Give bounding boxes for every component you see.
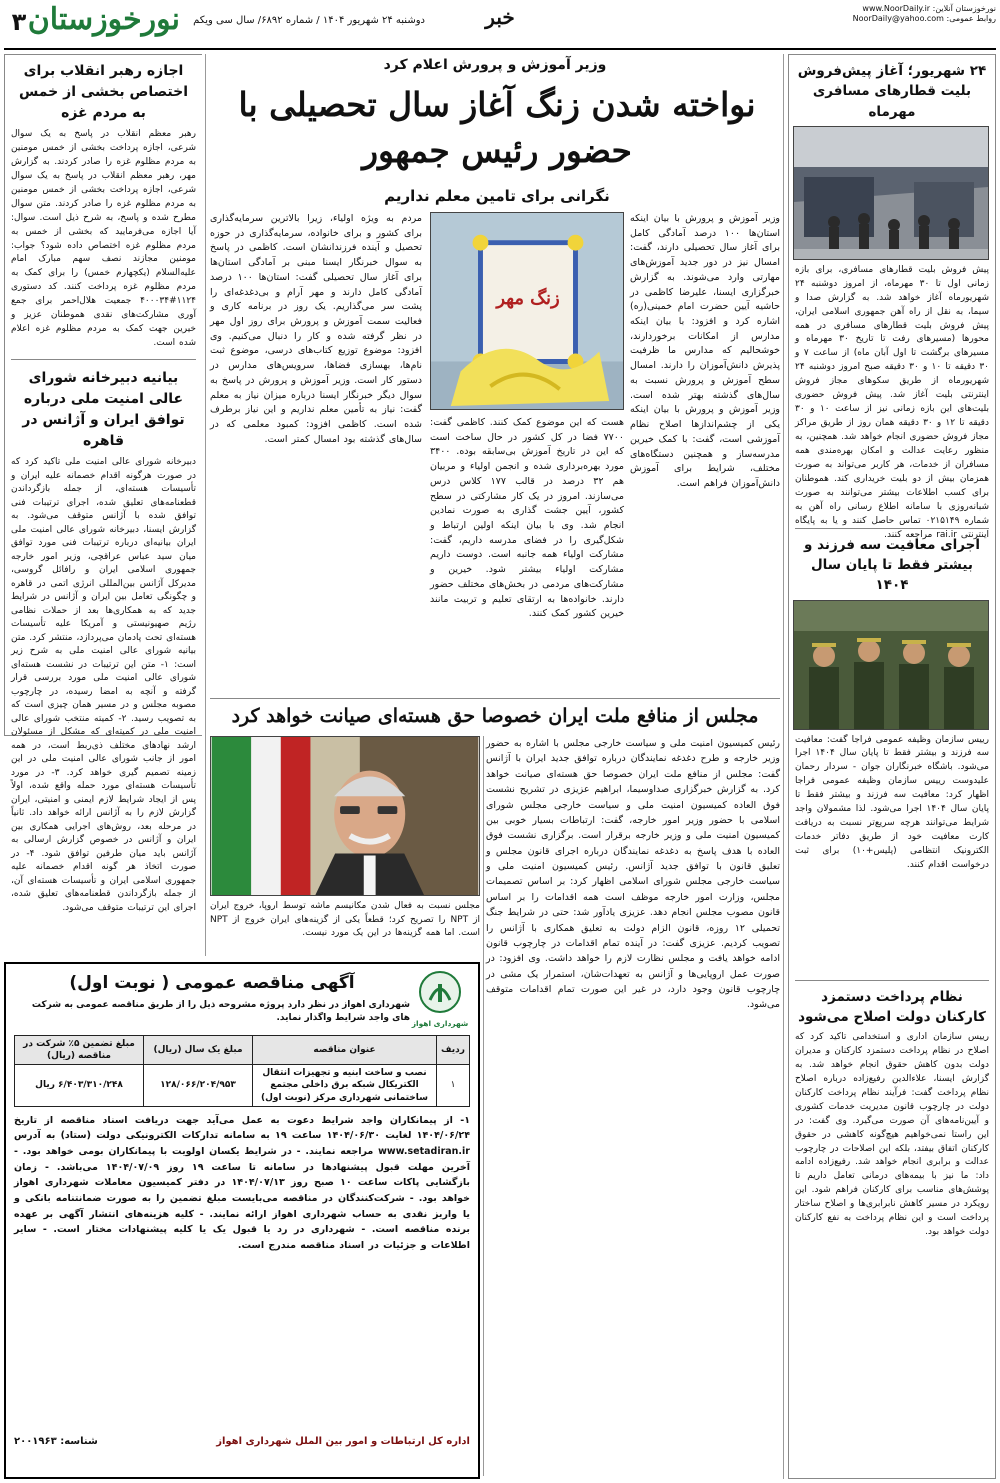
section-label: خبر (485, 5, 515, 29)
lead-kicker: وزیر آموزش و پرورش اعلام کرد (383, 57, 607, 73)
tender-footer-id: شناسه: ۲۰۰۱۹۶۳ (14, 1435, 98, 1447)
separator-majlis (483, 736, 484, 1476)
separator-left (205, 54, 206, 956)
lead-column-2: هست که این موضوع کمک کنند. کاظمی گفت: ۷۷۰۰ فضا در کل کشور در حال ساخت است که این در تاریخ آموزش بی‌سابقه بوده. ۳۴۰۰ مورد بهره‌برداری شده و انجمن اولیاء و مربیان هم ۳۲ درصد در قالب ۱۷۷ کلاس درس می‌سازند. امروز در یک کار مشارکتی در سطح کشور، آیین جشت گذاری به صورت نمادین انجام شد. وی با بیان اینکه اولین ارتباط و شکل‌گیری را در فضای مدرسه داریم، گفت: مشارکت اولیاء همه جانبه است. دوست داریم مشارکت اولیاء بیشتر شود. خیرین و مشارکت‌های مردمی در بخش‌های مختلف حضور دارند. خانواده‌ها به ارتقای تعلیم و تربیت مانند خیرین کشور کمک کنند. (430, 417, 624, 620)
right-article-2-body: رییس سازمان وظیفه عمومی فراجا گفت: معافیت سه فرزند و بیشتر فقط تا پایان سال ۱۴۰۴ اجرا می‌شود. باشگاه خبرنگاران جوان - سردار رحمان علیدوست رییس سازمان وظیفه عمومی فراجا اظهار کرد: معافیت سه فرزند و بیشتر فقط تا پایان سال ۱۴۰۴ اجرا می‌شود. لذا مشمولان واجد شرایط می‌توانند هرچه سریع‌تر نسبت به دریافت کارت معافیت خود از طریق دفاتر خدمات الکترونیک انتظامی (پلیس+۱۰) برای ثبت درخواست اقدام کنند. (795, 734, 990, 870)
cell-annual-amount: ۱۲۸/۰۶۶/۲۰۴/۹۵۳ (144, 1065, 253, 1106)
majlis-photo-caption: مجلس نسبت به فعال شدن مکانیسم ماشه توسط اروپا، خروج ایران از NPT را تصریح کرد؛ قطعاً یکی از گزینه‌های ایران خروج از NPT است. اما همه گزینه‌ها در این یک مورد نیست. (210, 901, 480, 938)
tender-conditions: ۱- از پیمانکاران واجد شرایط دعوت به عمل می‌آید جهت دریافت اسناد مناقصه از تاریخ ۱۴۰۴/۰۶/۲۴ لغایت ۱۴۰۴/۰۶/۳۰ ساعت ۱۹ به سامانه تدارکات الکترونیکی دولت (ستاد) به آدرس www.setadiran.ir مراجعه نمایند. - در شرایط یکسان اولویت با پیمانکاران بومی خواهد بود. - آخرین مهلت قبول پیشنهادها در سامانه تا ساعت ۱۹ روز ۱۴۰۴/۰۷/۰۹ می‌باشد. - زمان بازگشایی پاکات ساعت ۱۰ صبح روز ۱۴۰۴/۰۷/۱۳ در دفتر کمیسیون معاملات شهرداری اهواز خواهد بود. - شرکت‌کنندگان در مناقصه می‌بایست مبلغ تضمین را به صورت ضمانتنامه بانکی و یا واریز نقدی به حساب شهرداری اهواز ارائه نمایند. - کلیه هزینه‌های انتشار آگهی بر عهده برنده مناقصه است. - شهرداری در رد یا قبول یک یا کلیه پیشنهادات مختار است. - سایر اطلاعات و جزئیات در اسناد مناقصه مندرج است. (14, 1114, 470, 1252)
lead-bottom-rule (210, 698, 780, 699)
left-article-2-title: بیانیه دبیرخانه شورای عالی امنیت ملی درباره توافق ایران و آژانس در قاهره (22, 370, 185, 449)
masthead (0, 0, 1000, 50)
majlis-headline: مجلس از منافع ملت ایران خصوصا حق هسته‌ای صیانت خواهد کرد (231, 705, 759, 727)
cell-guarantee-amount: ۶/۴۰۳/۳۱۰/۲۴۸ ریال (15, 1065, 144, 1106)
tender-table (14, 1035, 470, 1107)
site-info (828, 4, 996, 25)
page-number: ۳ (11, 8, 27, 36)
th-annual-amount: مبلغ یک سال (ریال) (144, 1035, 253, 1064)
site-line-2: روابط عمومی: NoorDaily@yahoo.com (852, 14, 996, 24)
paper-logo: نورخوزستان (27, 2, 180, 37)
logo-caption: شهرداری اهواز (411, 1018, 469, 1028)
right-article-1-title: ۲۴ شهریور؛ آغاز پیش‌فروش بلیت قطارهای مسافری مهرماه (797, 63, 987, 120)
th-guarantee-amount: مبلغ تضمین ۵٪ شرکت در مناقصه (ریال) (15, 1035, 144, 1064)
cell-tender-title: نصب و ساخت ابنیه و تجهیزات انتقال الکتریکال شبکه برق داخلی مجتمع ساختمانی شهرداری مرکز (نوبت اول) (253, 1065, 437, 1106)
right-article-1-body: پیش فروش بلیت قطارهای مسافری، برای بازه زمانی اول تا ۳۰ مهرماه، از امروز دوشنبه ۲۴ شهریورماه آغاز خواهد شد. به گزارش صدا و سیما، به نقل از راه آهن جمهوری اسلامی ایران، پیش فروش بلیت قطارهای مسافری در همه محورها (مسیرهای رفت تا تاریخ ۳۰ مهرماه و مسیرهای برگشت تا اول آبان ماه) از ساعت ۷ و ۳۰ دقیقه تا ۱۰ و ۳۰ دقیقه صبح امروز دوشنبه ۲۴ شهریورماه از طریق سکوهای مجاز فروش اینترنتی بلیت آغاز شد. پیش فروش حضوری بلیت‌های این بازه زمانی نیز از ساعت ۱۰ و ۳۰ دقیقه تا ۱۲ و ۳۰ دقیقه همان روز از طریق مراکز مجاز فروش حضوری انجام خواهد شد. همچنین، به منظور رعایت عدالت و امکان بهره‌مندی همه مسافران از خدمات، هر کاربر می‌تواند به صورت همزمان بیش از دو بلیت خریداری کند. هموطنان برای کسب اطلاعات بیشتر می‌توانند به صورت شبانه‌روزی با سامانه اطلاع رسانی راه آهن به شماره ۰۲۱۵۱۴۹ تماس حاصل کنند و یا به پایگاه اینترنتی rai.ir مراجعه کنند. (795, 264, 990, 540)
lead-column-3: مردم به ویژه اولیاء، زیرا بالاترین سرمایه‌گذاری برای کشور و برای خانواده، سرمایه‌گذاری در حوزه تحصیل و آینده فرزندانشان است. کاظمی در پاسخ به سوال خبرنگار ایسنا مبنی بر آمادگی استان‌ها برای آغاز سال تحصیلی گفت: استان‌ها ۱۰۰ درصد آمادگی کامل دارند و مهر آرام و بی‌دغدغه‌ای را پشت سر می‌گذاریم. یک روز در برنامه کاری و فعالیت سمت آموزش و پرورش برای روز اول مهر در نظر گرفته شده و کار را دنبال می‌کنیم. وی افزود: موضوع توزیع کتاب‌های درسی، موضوع ثبت نام‌ها، بهسازی فضاها، سرویس‌های مدارس در دستور کار است. وزیر آموزش و پرورش در پاسخ به سوال دیگر خبرنگار ایسنا درباره میزان نیاز به معلم گفت: نیاز به تأمین معلم نداریم و این نیاز برطرف شده است. کاظمی افزود: کمبود معلمی که در سال‌های گذشته بود امسال کمتر است. (210, 213, 422, 445)
official-portrait-photo (210, 736, 480, 896)
tender-title: آگهی مناقصه عمومی ( نوبت اول) (69, 973, 355, 993)
left-article-2-body: دبیرخانه شورای عالی امنیت ملی تاکید کرد که در صورت هرگونه اقدام خصمانه علیه ایران و تأسیسات هسته‌ای، از جمله بازگرداندن قطعنامه‌های تعلیق شده، اجرای ترتیبات فنی توافق شده با آژانس متوقف می‌شود. به گزارش ایسنا، دبیرخانه شورای عالی امنیت ملی ایران بیانیه‌ای درباره ترتیبات فنی مورد توافق میان سید عباس عراقچی، وزیر امور خارجه جمهوری اسلامی ایران و رافائل گروسی، مدیرکل آژانس بین‌المللی انرژی اتمی در قاهره و چگونگی تعامل بین ایران و آژانس در شرایط جدید که به همکاری‌ها بعد از حملات نظامی رژیم صهیونیستی و آمریکا علیه تأسیسات هسته‌ای تحت پادمان می‌پردازد، منتشر کرد. متن بیانیه شورای عالی امنیت ملی به شرح زیر است: ۱- متن این ترتیبات در نشست هسته‌ای شورای عالی امنیت ملی مورد بررسی قرار گرفته و آنچه به امضا رسیده، در چارچوب مصوبه مجلس و در مسیر همان چیزی است که به تصویب رسید. ۲- کمیته منتخب شورای عالی امنیت ملی در کمیته‌ای که مشکل از مسئولان ارشد نهادهای مختلف ذی‌ربط است، در همه امور از جانب شورای عالی امنیت ملی در این زمینه تصمیم گیری خواهد کرد. ۳- در مورد تأسیسات هسته‌ای مورد حمله واقع شده، اولاً پس از ایجاد شرایط لازم ایمنی و امنیتی، ایران گزارش لازم را به آژانس ارائه خواهد داد. ثانیاً در مرحله بعد، روش‌های اجرایی همکاری بین ایران و آژانس در خصوص گزارش ارسالی به آژانس باید میان طرفین توافق شود. ۴- در صورت اتخاذ هر گونه اقدام خصمانه علیه جمهوری اسلامی ایران و تأسیسات هسته‌ای آن، از جمله بازگرداندن قطعنامه‌های تعلیق شده، اجرای این ترتیبات متوقف می‌شود. (11, 457, 197, 913)
ahvaz-municipality-logo (410, 970, 470, 1029)
right-column (788, 54, 996, 1479)
tender-ad (4, 962, 480, 1479)
majlis-body: رئیس کمیسیون امنیت ملی و سیاست خارجی مجلس با اشاره به حضور وزیر خارجه و طرح دغدغه نمایندگان درباره توافق جدید ایران با آژانس گفت: مجلس از منافع ملت ایران خصوصا حق هسته‌ای صیانت خواهد کرد. به گزارش خبرگزاری صداوسیما، ابراهیم عزیزی در تشریح نشست فوق العاده کمیسیون امنیت ملی و سیاست خارجی مجلس شورای اسلامی با حضور وزیر امور خارجه، گفت: ارتباطات بسیار خوبی بین کمیسیون امنیت ملی و وزیر خارجه برقرار است. برگزاری نشست فوق العاده با هدف پاسخ به دغدغه نمایندگان درباره اجرای قانون مجلس و تعلیق قانون با توافق جدید آژانس. رئیس کمیسیون امنیت ملی و سیاست خارجی مجلس شورای اسلامی اظهار کرد: بر اساس تصمیمات مجلس، وزارت امور خارجه موظف است همه اقدامات را بر اساس قانون مصوب مجلس انجام دهد. عزیزی یادآور شد: حتی در شرایط جنگ تحمیلی ۱۲ روزه، قانون الزام دولت به تعلیق همکاری با آژانس را تصویب کردیم. عزیزی گفت: در آینده تمام اقدامات در چارچوب قانون ادامه خواهد یافت و مجلس نظارت لازم را خواهد داشت. وی افزود: در صورت عمل اروپایی‌ها و آژانس به تعهدات‌شان، استمرار یک مشی در چارچوب قانون وجود دارد، در غیر این صورت تمام اقدامات متوقف می‌شود. (486, 738, 781, 1011)
lead-column-1: وزیر آموزش و پرورش با بیان اینکه استان‌ها ۱۰۰ درصد آمادگی کامل برای آغاز سال تحصیلی دارند، گفت: امسال نیز در دور جدید آموزش‌های مهارتی وارد می‌شوند. به گزارش خبرگزاری ایسنا، علیرضا کاظمی در حاشیه آیین حضرت امام خمینی(ره) اشاره کرد و افزود: با بیان اینکه مدارس از امکانات برخوردارند، خوشحالیم که مدارس ما ظرفیت پذیرش دانش‌آموزان را دارند. امسال سطح آموزش و پرورش نسبت به سال‌های گذشته بهتر شده است. وزیر آموزش و پرورش با بیان اینکه یکی از چشم‌اندازها اصلاح نظام آموزشی است، گفت: با کمک خیرین مدرسه‌ساز و همچنین دستگاه‌های مختلف، شرایط برای آموزش دانش‌آموزان فراهم است. (630, 213, 780, 489)
left-article-1-title: اجازه رهبر انقلاب برای اختصاص بخشی از خمس به مردم غزه (19, 63, 188, 121)
bell-sign-text: زنگ مهر (496, 288, 560, 310)
right-article-3-title: نظام پرداخت دستمزد کارکنان دولت اصلاح می‌شود (798, 988, 986, 1025)
table-row (15, 1065, 470, 1106)
separator-right (783, 54, 784, 1479)
site-line-1: نورخوزستان آنلاین: www.NoorDaily.ir (862, 4, 996, 13)
soldiers-photo (793, 600, 989, 730)
train-station-photo (793, 126, 989, 260)
tender-intro: شهرداری اهواز در نظر دارد پروژه مشروحه ذیل را از طریق مناقصه عمومی به شرکت های واجد شرایط واگذار نماید. (31, 999, 410, 1023)
lead-subhead: نگرانی برای تامین معلم نداریم (384, 187, 610, 205)
header-rule (4, 48, 996, 50)
cell-row-number: ۱ (437, 1065, 470, 1106)
th-tender-title: عنوان مناقصه (253, 1035, 437, 1064)
date-line: دوشنبه ۲۴ شهریور ۱۴۰۴ / شماره ۶۸۹۲/ سال سی ویکم (193, 15, 425, 26)
right-article-2-title: اجرای معافیت سه فرزند و بیشتر فقط تا پایان سال ۱۴۰۴ (804, 536, 980, 594)
lead-headline: نواخته شدن زنگ آغاز سال تحصیلی با حضور رئیس جمهور (238, 85, 756, 170)
th-row-number: ردیف (437, 1035, 470, 1064)
municipality-emblem-icon (418, 970, 462, 1014)
right-article-3-body: رییس سازمان اداری و استخدامی تاکید کرد که اصلاح در نظام پرداخت دستمزد کارکنان و مدیران دولت بدون کاهش حقوق انجام خواهد شد. به گزارش ایسنا، علاءالدین رفیع‌زاده درباره اصلاح نظام پرداخت گفت: فرآیند نظام پرداخت کارکنان دولت در چارچوب قانون مدیریت خدمات کشوری و آیین‌نامه‌های آن صورت می‌گیرد. وی گفت: در این راستا نمی‌خواهیم هیچ‌گونه کاهشی در حقوق کارکنان اتفاق بیفتد، بلکه این اصلاحات در چارچوب عدالت و برابری انجام خواهد شد. رفیع‌زاده ادامه داد: ما نیز با بیمه‌های درمانی تعامل داریم تا پوشش‌های مناسب برای کارکنان فراهم شود. این رویکرد در مسیر کاهش نابرابری‌ها و اصلاح ساختار پرداخت است و این نظام پرداخت به نفع کارکنان دولت خواهد بود. (795, 1032, 989, 1238)
school-bell-photo (430, 212, 624, 410)
left-article-1-body: رهبر معظم انقلاب در پاسخ به یک سوال شرعی، اجازه پرداخت بخشی از خمس مومنین به مردم مظلوم غزه را صادر کردند. به گزارش مهر، رهبر معظم انقلاب در پاسخ به یک سوال شرعی، اجازه پرداخت بخشی از خمس مومنین به مردم مظلوم غزه را صادر کردند. متن سوال مطرح شده و پاسخ، به شرح ذیل است. سوال: آیا اجازه می‌فرمایید که بخشی از خمس به مردم مظلوم غزه اختصاص داده شود؟ جواب: مومنین مجازند نصف سهم مبارک امام علیه‌السلام (یکچهارم خمس) را برای کمک به مردم مظلوم غزه پرداخت کنند. کد دستوری ۱۱۲۴#۴۰۰۰۳۴ جمعیت هلال‌احمر برای جمع آوری مشارکت‌های نقدی هموطنان عزیز و خیرین جهت کمک به مردم مظلوم غزه اعلام شده است. (11, 129, 196, 349)
tender-footer-office: اداره کل ارتباطات و امور بین الملل شهرداری اهواز (216, 1435, 470, 1447)
left-column (4, 54, 202, 913)
